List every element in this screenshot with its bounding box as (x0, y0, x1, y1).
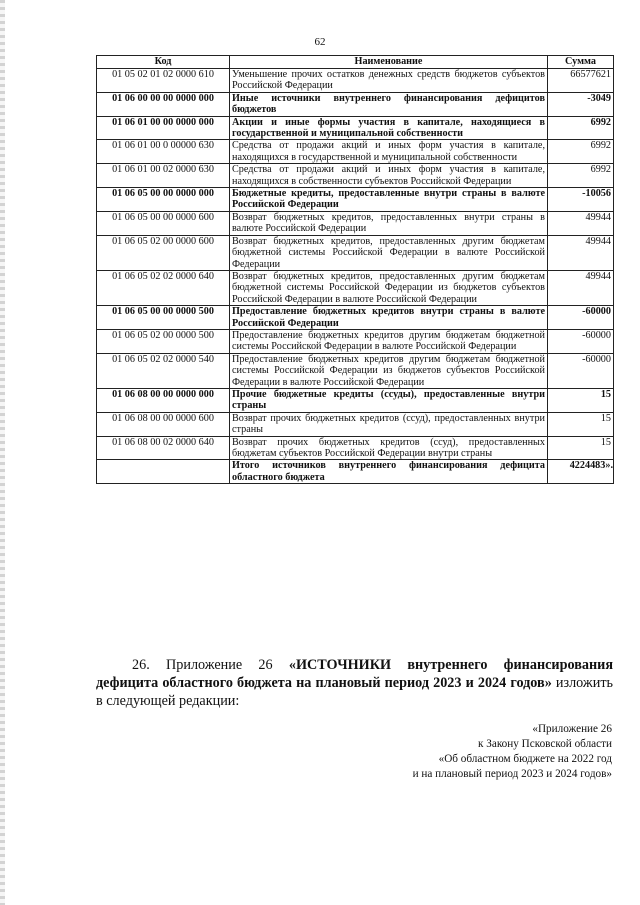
row-sum: 15 (548, 412, 614, 436)
row-name: Предоставление бюджетных кредитов внутри страны в валюте Российской Федерации (230, 306, 548, 330)
row-sum: -60000 (548, 329, 614, 353)
table-row (97, 329, 614, 353)
row-name: Итого источников внутреннего финансирования дефицита областного бюджета (230, 460, 548, 484)
table-row (97, 164, 614, 188)
paragraph-number: 26. (132, 657, 150, 673)
table-row (97, 460, 614, 484)
table-body (97, 69, 614, 484)
row-sum: 15 (548, 436, 614, 460)
table-row (97, 436, 614, 460)
table-row (97, 388, 614, 412)
appendix-line: к Закону Псковской области (478, 738, 612, 750)
appendix-header (413, 722, 612, 782)
row-code: 01 06 01 00 00 0000 000 (97, 116, 230, 140)
appendix-line: «Приложение 26 (532, 723, 612, 735)
row-sum: 49944 (548, 270, 614, 305)
page-number: 62 (314, 36, 326, 48)
row-code: 01 06 05 00 00 0000 600 (97, 211, 230, 235)
row-name: Иные источники внутреннего финансирования дефицитов бюджетов (230, 92, 548, 116)
row-code: 01 06 00 00 00 0000 000 (97, 92, 230, 116)
row-name: Возврат прочих бюджетных кредитов (ссуд), предоставленных бюджетам субъектов Российской Федерации внутри страны (230, 436, 548, 460)
row-name: Предоставление бюджетных кредитов другим бюджетам бюджетной системы Российской Федерации в валюте Российской Федерации (230, 329, 548, 353)
row-sum: 6992 (548, 164, 614, 188)
table-row (97, 306, 614, 330)
row-name: Предоставление бюджетных кредитов другим бюджетам бюджетной системы Российской Федерации из бюджетов субъектов Российской Федерации в валюте Российской Федерации (230, 353, 548, 388)
row-code: 01 06 05 02 02 0000 540 (97, 353, 230, 388)
table-row (97, 412, 614, 436)
row-code: 01 06 01 00 0 00000 630 (97, 140, 230, 164)
row-name: Средства от продажи акций и иных форм участия в капитале, находящихся в собственности субъектов Российской Федерации (230, 164, 548, 188)
row-name: Возврат бюджетных кредитов, предоставленных внутри страны в валюте Российской Федерации (230, 211, 548, 235)
row-name: Возврат бюджетных кредитов, предоставленных другим бюджетам бюджетной системы Российской Федерации в валюте Российской Федерации (230, 235, 548, 270)
row-sum: -60000 (548, 306, 614, 330)
row-code: 01 06 08 00 00 0000 600 (97, 412, 230, 436)
appendix-line: и на плановый период 2023 и 2024 годов» (412, 768, 612, 780)
paragraph-title: «ИСТОЧНИКИ внутреннего финансирования дефицита областного бюджета на плановый период 2023 и 2024 годов» (96, 657, 613, 691)
header-code: Код (97, 56, 230, 69)
table-row (97, 116, 614, 140)
table-row (97, 92, 614, 116)
row-code: 01 06 05 00 00 0000 000 (97, 188, 230, 212)
row-sum: -3049 (548, 92, 614, 116)
sources-table (96, 55, 614, 484)
amendment-paragraph (96, 656, 613, 710)
row-code: 01 06 08 00 00 0000 000 (97, 388, 230, 412)
row-code: 01 06 08 00 02 0000 640 (97, 436, 230, 460)
table-row (97, 188, 614, 212)
row-sum: 4224483». (548, 460, 614, 484)
row-code: 01 06 01 00 02 0000 630 (97, 164, 230, 188)
table-row (97, 235, 614, 270)
scan-edge (0, 0, 5, 905)
row-code: 01 05 02 01 02 0000 610 (97, 69, 230, 93)
paragraph-lead: Приложение 26 (166, 657, 273, 673)
row-code: 01 06 05 00 00 0000 500 (97, 306, 230, 330)
row-sum: -60000 (548, 353, 614, 388)
row-code: 01 06 05 02 00 0000 500 (97, 329, 230, 353)
row-sum: 66577621 (548, 69, 614, 93)
table-row (97, 69, 614, 93)
row-name: Возврат бюджетных кредитов, предоставленных другим бюджетам бюджетной системы Российской Федерации из бюджетов субъектов Российской Федерации в валюте Российской Федерации (230, 270, 548, 305)
row-sum: 6992 (548, 140, 614, 164)
table-row (97, 270, 614, 305)
table-row (97, 211, 614, 235)
row-code: 01 06 05 02 02 0000 640 (97, 270, 230, 305)
row-sum: 49944 (548, 211, 614, 235)
row-name: Бюджетные кредиты, предоставленные внутри страны в валюте Российской Федерации (230, 188, 548, 212)
header-name: Наименование (230, 56, 548, 69)
table-row (97, 353, 614, 388)
row-name: Прочие бюджетные кредиты (ссуды), предоставленные внутри страны (230, 388, 548, 412)
row-sum: 6992 (548, 116, 614, 140)
row-sum: 49944 (548, 235, 614, 270)
table-row (97, 140, 614, 164)
appendix-line: «Об областном бюджете на 2022 год (438, 753, 612, 765)
row-name: Акции и иные формы участия в капитале, находящиеся в государственной и муниципальной собственности (230, 116, 548, 140)
row-sum: -10056 (548, 188, 614, 212)
row-sum: 15 (548, 388, 614, 412)
paragraph-tail: изложить в следующей редакции: (96, 675, 613, 709)
row-code (97, 460, 230, 484)
table-header-row (97, 56, 614, 69)
row-name: Уменьшение прочих остатков денежных средств бюджетов субъектов Российской Федерации (230, 69, 548, 93)
row-name: Возврат прочих бюджетных кредитов (ссуд), предоставленных внутри страны (230, 412, 548, 436)
row-name: Средства от продажи акций и иных форм участия в капитале, находящихся в государственной и муниципальной собственности (230, 140, 548, 164)
header-sum: Сумма (548, 56, 614, 69)
row-code: 01 06 05 02 00 0000 600 (97, 235, 230, 270)
